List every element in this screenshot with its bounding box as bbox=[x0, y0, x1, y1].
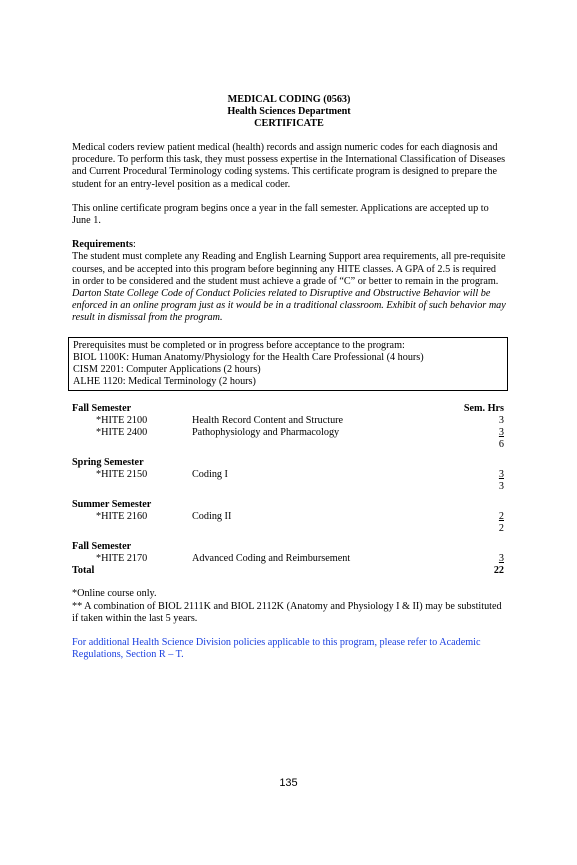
prerequisites-box bbox=[68, 337, 508, 392]
semester-header-row bbox=[72, 403, 506, 415]
prerequisite-item: BIOL 1100K: Human Anatomy/Physiology for the Health Care Professional (4 hours) bbox=[73, 351, 424, 363]
prerequisites-intro: Prerequisites must be completed or in progress before acceptance to the program: bbox=[73, 339, 405, 351]
prerequisite-item: CISM 2201: Computer Applications (2 hours) bbox=[73, 364, 261, 376]
intro-paragraph: Medical coders review patient medical (health) records and assign numeric codes for each diagnosis and procedure. To perform this task, they must possess expertise in the International Classification of Diseases and Current Procedural Terminology coding systems. This certificate program is designed to prepare the student for an entry-level position as a medical coder. bbox=[72, 142, 506, 190]
course-code: *HITE 2160 bbox=[96, 511, 148, 523]
course-row bbox=[72, 511, 506, 523]
subtotal-row bbox=[72, 439, 506, 451]
requirements-heading-suffix: : bbox=[132, 239, 136, 251]
subtotal-row bbox=[72, 523, 506, 535]
course-title: Coding II bbox=[192, 511, 232, 523]
requirements-heading: Requirements bbox=[72, 239, 133, 251]
curriculum-schedule bbox=[72, 403, 506, 577]
document-page bbox=[72, 94, 506, 661]
semester-name: Spring Semester bbox=[72, 457, 144, 469]
footnotes bbox=[72, 588, 506, 625]
hours-column-header: Sem. Hrs bbox=[463, 403, 504, 415]
online-footnote: *Online course only. bbox=[72, 588, 157, 600]
course-title: Coding I bbox=[192, 469, 228, 481]
course-row bbox=[72, 553, 506, 565]
course-code: *HITE 2170 bbox=[96, 553, 148, 565]
course-code: *HITE 2150 bbox=[96, 469, 148, 481]
department-name: Health Sciences Department bbox=[227, 106, 351, 117]
semester-name: Fall Semester bbox=[72, 541, 132, 553]
substitution-footnote: ** A combination of BIOL 2111K and BIOL 2112K (Anatomy and Physiology I & II) may be substituted if taken within the last 5 years. bbox=[72, 600, 502, 624]
total-row bbox=[72, 565, 506, 577]
total-hours: 22 bbox=[493, 565, 504, 577]
program-title: MEDICAL CODING (0563) bbox=[227, 94, 351, 105]
requirements-heading-line bbox=[72, 239, 506, 251]
course-title: Pathophysiology and Pharmacology bbox=[192, 427, 340, 439]
course-hours: 2 bbox=[498, 511, 504, 523]
semester-subtotal: 6 bbox=[498, 439, 504, 451]
course-code: *HITE 2100 bbox=[96, 415, 148, 427]
course-title: Health Record Content and Structure bbox=[192, 415, 344, 427]
requirements-section bbox=[72, 239, 506, 324]
total-label: Total bbox=[72, 565, 95, 577]
prerequisite-item: ALHE 1120: Medical Terminology (2 hours) bbox=[73, 376, 256, 388]
course-row bbox=[72, 427, 506, 439]
award-type: CERTIFICATE bbox=[254, 118, 324, 129]
semester-subtotal: 2 bbox=[498, 523, 504, 535]
requirements-body: The student must complete any Reading and English Learning Support area requirements, all pre-requisite courses, and be accepted into this program before beginning any HITE classes. A GPA of 2.5 is required in order to be considered and the student must achieve a grade of “C” or better to remain in the program. bbox=[72, 251, 506, 287]
course-row bbox=[72, 415, 506, 427]
requirements-text bbox=[72, 251, 506, 324]
semester-name: Fall Semester bbox=[72, 403, 132, 415]
conduct-policy-text: Darton State College Code of Conduct Policies related to Disruptive and Obstructive Behavior will be enforced in an online program just as it would be in a traditional classroom. Exhibit of such behavior may result in dismissal from the program. bbox=[72, 288, 506, 324]
course-hours: 3 bbox=[498, 427, 504, 439]
course-hours: 3 bbox=[498, 469, 504, 481]
course-hours: 3 bbox=[498, 553, 504, 565]
course-row bbox=[72, 469, 506, 481]
semester-name: Summer Semester bbox=[72, 499, 152, 511]
course-title: Advanced Coding and Reimbursement bbox=[192, 553, 351, 565]
course-hours: 3 bbox=[498, 415, 504, 427]
page-number: 135 bbox=[279, 777, 298, 789]
schedule-paragraph: This online certificate program begins once a year in the fall semester. Applications are accepted up to June 1. bbox=[72, 202, 489, 227]
subtotal-row bbox=[72, 481, 506, 493]
semester-subtotal: 3 bbox=[498, 481, 504, 493]
semester-header-row bbox=[72, 457, 506, 469]
semester-header-row bbox=[72, 499, 506, 511]
semester-header-row bbox=[72, 541, 506, 553]
policy-link[interactable]: For additional Health Science Division policies applicable to this program, please refer to Academic Regulations, Section R – T. bbox=[72, 637, 481, 661]
course-code: *HITE 2400 bbox=[96, 427, 148, 439]
